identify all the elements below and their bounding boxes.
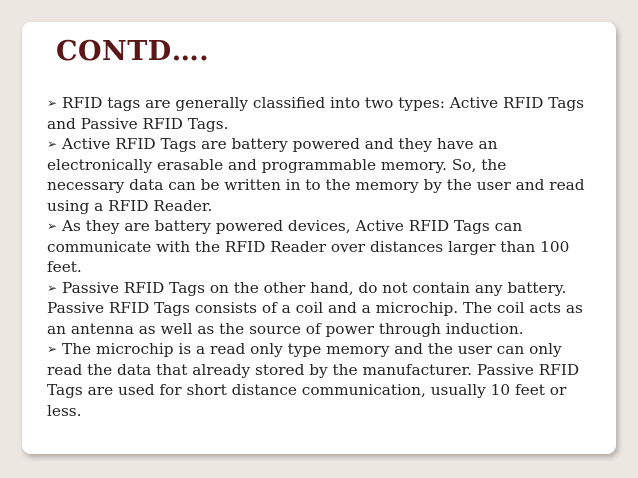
bullet-text: As they are battery powered devices, Active RFID Tags can communicate with the RFID Reader over distances larger than 100 feet. [47, 217, 570, 276]
bullet-text: Active RFID Tags are battery powered and they have an electronically erasable and programmable memory. So, the necessary data can be written in to the memory by the user and read using a RFID Reader. [47, 135, 585, 215]
arrow-bullet-icon: ➢ [47, 342, 58, 356]
bullet-item [47, 339, 587, 421]
bullet-text: Passive RFID Tags on the other hand, do not contain any battery. Passive RFID Tags consists of a coil and a microchip. The coil acts as an antenna as well as the source of power through induction. [47, 278, 583, 338]
bullet-list [47, 93, 587, 421]
bullet-text: The microchip is a read only type memory and the user can only read the data that already stored by the manufacturer. Passive RFID Tags are used for short distance communication, usually 10 feet or less. [47, 340, 580, 420]
bullet-item [47, 278, 587, 340]
arrow-bullet-icon: ➢ [47, 280, 58, 295]
slide-title: CONTD…. [56, 36, 210, 67]
bullet-item [47, 216, 587, 278]
arrow-bullet-icon: ➢ [47, 96, 58, 110]
bullet-item [47, 134, 587, 216]
arrow-bullet-icon: ➢ [47, 219, 58, 233]
arrow-bullet-icon: ➢ [47, 137, 58, 151]
bullet-item [47, 93, 587, 134]
bullet-text: RFID tags are generally classified into two types: Active RFID Tags and Passive RFID Tags. [47, 94, 585, 133]
